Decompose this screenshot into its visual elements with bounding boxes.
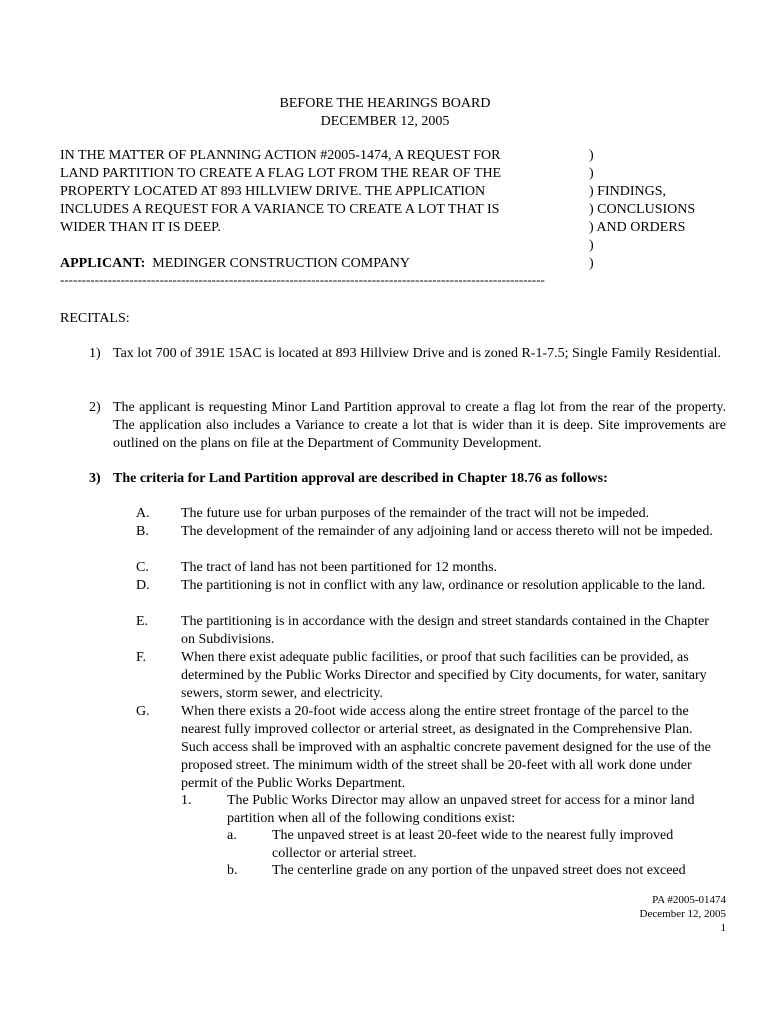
- recital-text: The criteria for Land Partition approval are described in Chapter 18.76 as follows:: [113, 471, 608, 486]
- recital-number: 1): [89, 346, 101, 361]
- caption-bracket: ) CONCLUSIONS: [589, 202, 696, 217]
- criterion-letter: F.: [136, 650, 147, 665]
- criterion-letter: A.: [136, 506, 150, 521]
- caption-line: PROPERTY LOCATED AT 893 HILLVIEW DRIVE. THE APPLICATION: [60, 184, 486, 199]
- findings-caption: [589, 147, 719, 273]
- caption-bracket: ): [589, 238, 594, 253]
- recitals-heading: RECITALS:: [60, 311, 130, 326]
- criterion-letter: E.: [136, 614, 149, 629]
- criterion-text: When there exists a 20-foot wide access along the entire street frontage of the parcel to the nearest fully improved collector or arterial street, as designated in the Comprehensive Plan. Such access shall be improved with an asphaltic concrete pavement designed for the use of the proposed street. The minimum width of the street shall be 20-feet with all work done under permit of the Public Works Department.: [181, 704, 711, 791]
- caption-line: LAND PARTITION TO CREATE A FLAG LOT FROM THE REAR OF THE: [60, 166, 502, 181]
- recital-number: 2): [89, 400, 101, 415]
- criterion-letter: D.: [136, 578, 150, 593]
- criterion-text: The future use for urban purposes of the remainder of the tract will not be impeded.: [181, 506, 650, 521]
- sub-sub-item-letter: a.: [227, 828, 237, 843]
- sub-sub-item-letter: b.: [227, 863, 238, 878]
- sub-sub-item-text: The unpaved street is at least 20-feet wide to the nearest fully improved collector or arterial street.: [272, 828, 674, 861]
- hearing-board-title: BEFORE THE HEARINGS BOARD: [279, 96, 491, 111]
- criterion-text: The development of the remainder of any adjoining land or access thereto will not be impeded.: [181, 524, 713, 539]
- criterion-letter: G.: [136, 704, 150, 719]
- criterion-text: The tract of land has not been partitioned for 12 months.: [181, 560, 498, 575]
- caption-bracket: ): [589, 148, 594, 163]
- caption-line: IN THE MATTER OF PLANNING ACTION #2005-1474, A REQUEST FOR: [60, 148, 501, 163]
- applicant-label: APPLICANT:: [60, 256, 146, 271]
- criterion-text: When there exist adequate public facilities, or proof that such facilities can be provided, as determined by the Public Works Director and specified by City documents, for water, sanitary sewers, storm sewer, and electricity.: [181, 650, 707, 701]
- page-footer: [640, 893, 726, 935]
- footer-date: December 12, 2005: [639, 908, 726, 920]
- sub-item-text: The Public Works Director may allow an unpaved street for access for a minor land partition when all of the following conditions exist:: [227, 793, 695, 826]
- applicant-name: MEDINGER CONSTRUCTION COMPANY: [152, 256, 411, 271]
- sub-item-number: 1.: [181, 793, 192, 808]
- caption-line: INCLUDES A REQUEST FOR A VARIANCE TO CREATE A LOT THAT IS: [60, 202, 500, 217]
- caption-bracket: ) FINDINGS,: [589, 184, 666, 199]
- criterion-letter: B.: [136, 524, 149, 539]
- footer-case-number: PA #2005-01474: [652, 894, 726, 906]
- caption-bracket: ): [589, 166, 594, 181]
- caption-bracket: ): [589, 256, 594, 271]
- sub-sub-item-text: The centerline grade on any portion of the unpaved street does not exceed: [272, 863, 686, 878]
- recital-number: 3): [89, 471, 101, 486]
- criterion-text: The partitioning is not in conflict with any law, ordinance or resolution applicable to the land.: [181, 578, 706, 593]
- criterion-letter: C.: [136, 560, 149, 575]
- recital-text: Tax lot 700 of 391E 15AC is located at 893 Hillview Drive and is zoned R-1-7.5; Single Family Residential.: [113, 346, 721, 361]
- caption-divider: ----------------------------------------------------------------------------------------------------------------: [60, 272, 545, 287]
- caption-line: WIDER THAN IT IS DEEP.: [60, 220, 221, 235]
- criterion-text: The partitioning is in accordance with the design and street standards contained in the Chapter on Subdivisions.: [181, 614, 709, 647]
- caption-bracket: ) AND ORDERS: [589, 220, 686, 235]
- page-number: 1: [720, 922, 726, 934]
- matter-caption: [60, 147, 580, 237]
- recital-text: The applicant is requesting Minor Land Partition approval to create a flag lot from the rear of the property. The application also includes a Variance to create a lot that is wider than it is deep. Site improvements are outlined on the plans on file at the Department of Community Development.: [113, 400, 726, 451]
- hearing-date: DECEMBER 12, 2005: [320, 114, 450, 129]
